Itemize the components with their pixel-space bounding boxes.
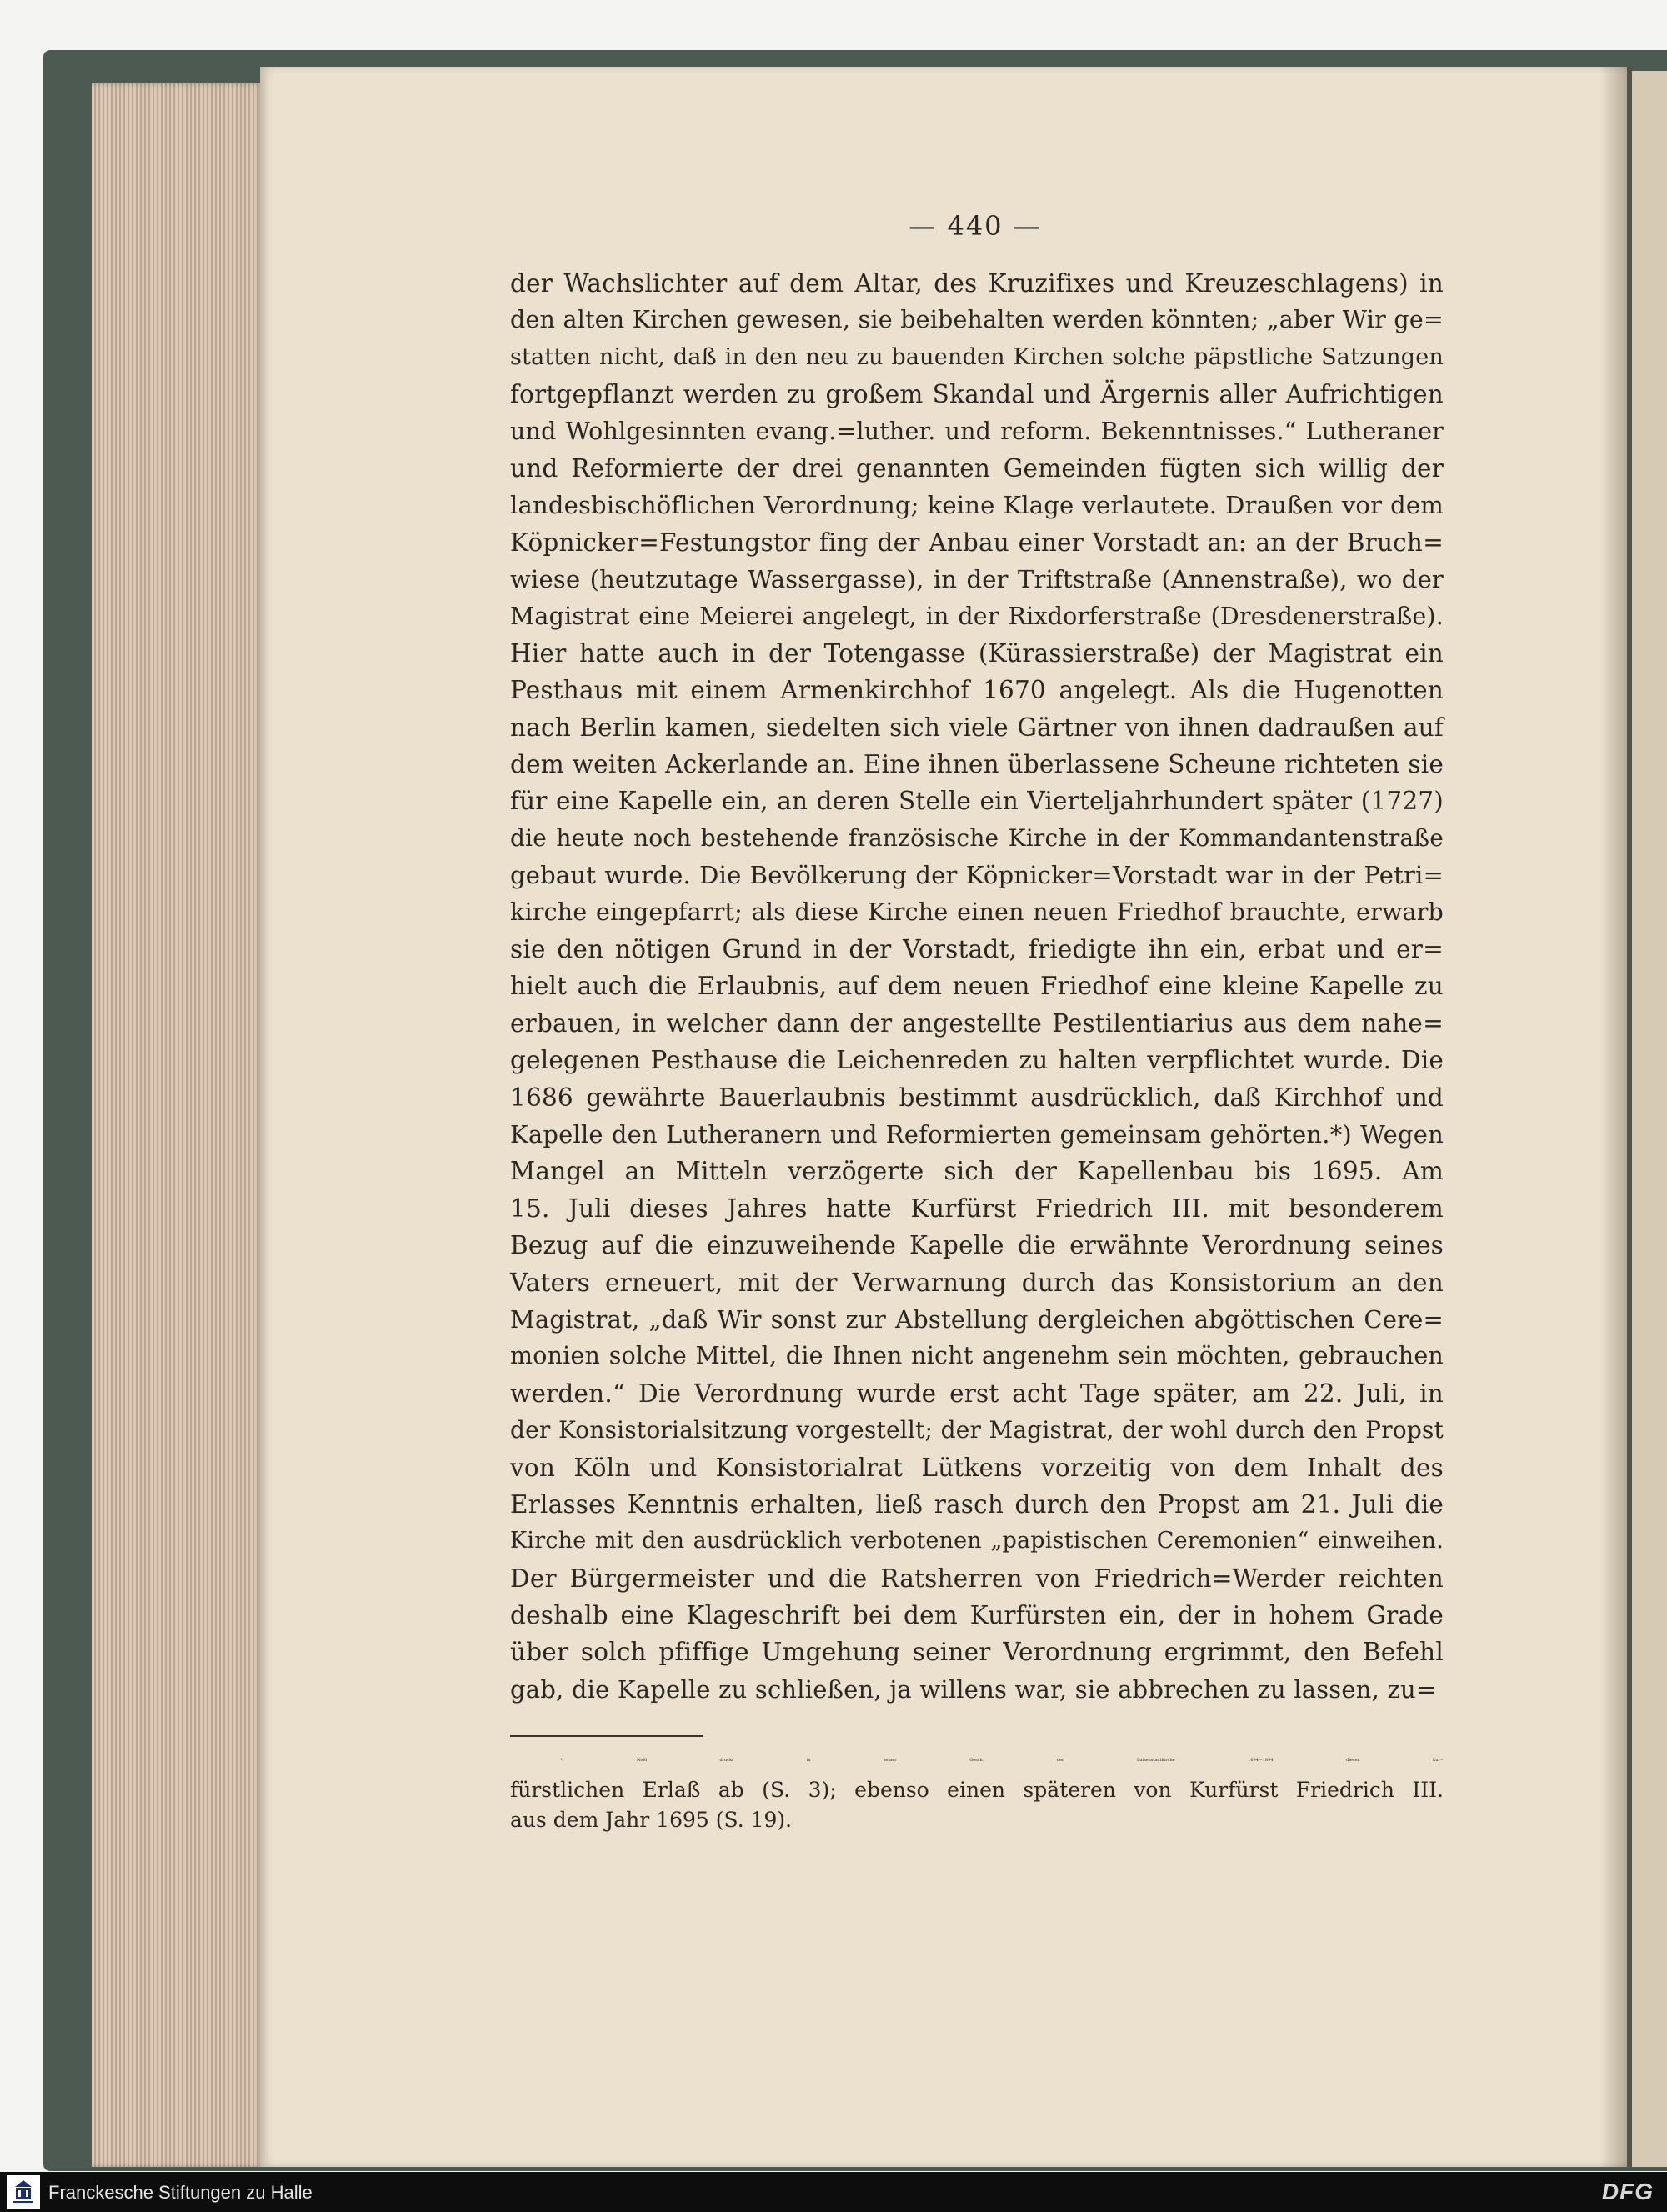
- footnote: [510, 1745, 1444, 1835]
- text-line: wiese (heutzutage Wassergasse), in der Triftstraße (Annenstraße), wo der: [510, 565, 1444, 594]
- page-number: — 440 —: [909, 210, 1042, 242]
- text-line: 15. Juli dieses Jahres hatte Kurfürst Friedrich III. mit besonderem: [510, 1194, 1444, 1223]
- text-line: Bezug auf die einzuweihende Kapelle die erwähnte Verordnung seines: [510, 1231, 1444, 1260]
- text-line: die heute noch bestehende französische Kirche in der Kommandantenstraße: [510, 823, 1444, 852]
- text-line: fortgepflanzt werden zu großem Skandal und Ärgernis aller Aufrichtigen: [510, 380, 1444, 409]
- text-line: Vaters erneuert, mit der Verwarnung durch das Konsistorium an den: [510, 1268, 1444, 1297]
- text-line: Magistrat, „daß Wir sonst zur Abstellung dergleichen abgöttischen Cere=: [510, 1304, 1444, 1334]
- text-line: den alten Kirchen gewesen, sie beibehalten werden könnten; „aber Wir ge=: [510, 306, 1444, 334]
- text-line: statten nicht, daß in den neu zu bauenden Kirchen solche päpstliche Satzungen: [510, 343, 1444, 370]
- footnote-divider: [510, 1735, 703, 1737]
- text-line: gab, die Kapelle zu schließen, ja willens war, sie abbrechen zu lassen, zu=: [510, 1674, 1437, 1704]
- page-edges: [92, 83, 263, 2167]
- body-text: [510, 265, 1444, 1708]
- text-line: Köpnicker=Festungstor fing der Anbau einer Vorstadt an: an der Bruch=: [510, 528, 1444, 557]
- text-line: Der Bürgermeister und die Ratsherren von Friedrich=Werder reichten: [510, 1564, 1444, 1593]
- foundation-logo-icon: [7, 2175, 40, 2209]
- next-page-edge: [1632, 71, 1667, 2167]
- footnote-line: fürstlichen Erlaß ab (S. 3); ebenso einen späteren von Kurfürst Friedrich III.: [510, 1778, 1444, 1802]
- text-line: Kapelle den Lutheranern und Reformierten gemeinsam gehörten.*) Wegen: [510, 1119, 1444, 1149]
- text-line: monien solche Mittel, die Ihnen nicht angenehm sein möchten, gebrauchen: [510, 1342, 1444, 1370]
- text-line: der Wachslichter auf dem Altar, des Kruzifixes und Kreuzeschlagens) in: [510, 269, 1444, 298]
- text-line: gebaut wurde. Die Bevölkerung der Köpnicker=Vorstadt war in der Petri=: [510, 861, 1444, 890]
- text-line: sie den nötigen Grund in der Vorstadt, friedigte ihn ein, erbat und er=: [510, 935, 1444, 964]
- text-line: für eine Kapelle ein, an deren Stelle ein Vierteljahrhundert später (1727): [510, 787, 1444, 816]
- text-line: Kirche mit den ausdrücklich verbotenen „papistischen Ceremonien“ einweihen.: [510, 1528, 1444, 1554]
- text-line: kirche eingepfarrt; als diese Kirche einen neuen Friedhof brauchte, erwarb: [510, 898, 1444, 926]
- institution-label: Franckesche Stiftungen zu Halle: [48, 2182, 313, 2203]
- text-line: Hier hatte auch in der Totengasse (Kürassierstraße) der Magistrat ein: [510, 638, 1444, 668]
- text-line: und Reformierte der drei genannten Gemeinden fügten sich willig der: [510, 453, 1444, 483]
- text-line: Mangel an Mitteln verzögerte sich der Kapellenbau bis 1695. Am: [510, 1157, 1444, 1186]
- footnote-line: *) Noël druckt in seiner Gesch. der Luisenstadtkirche 1694—1894 diesen kur=: [560, 1758, 1444, 1763]
- text-line: Magistrat eine Meierei angelegt, in der Rixdorferstraße (Dresdenerstraße).: [510, 602, 1444, 630]
- text-line: und Wohlgesinnten evang.=luther. und reform. Bekenntnisses.“ Lutheraner: [510, 417, 1444, 445]
- text-line: der Konsistorialsitzung vorgestellt; der Magistrat, der wohl durch den Propst: [510, 1416, 1444, 1444]
- text-line: hielt auch die Erlaubnis, auf dem neuen Friedhof eine kleine Kapelle zu: [510, 972, 1444, 1001]
- text-line: gelegenen Pesthause die Leichenreden zu halten verpflichtet wurde. Die: [510, 1046, 1444, 1075]
- dfg-logo: DFG: [1601, 2179, 1654, 2204]
- text-line: 1686 gewährte Bauerlaubnis bestimmt ausdrücklich, daß Kirchhof und: [510, 1083, 1444, 1112]
- text-line: über solch pfiffige Umgehung seiner Verordnung ergrimmt, den Befehl: [510, 1638, 1444, 1667]
- text-line: nach Berlin kamen, siedelten sich viele Gärtner von ihnen dadraußen auf: [510, 713, 1444, 742]
- text-line: von Köln und Konsistorialrat Lütkens vorzeitig von dem Inhalt des: [510, 1453, 1444, 1482]
- text-line: werden.“ Die Verordnung wurde erst acht Tage später, am 22. Juli, in: [510, 1379, 1444, 1408]
- text-line: deshalb eine Klageschrift bei dem Kurfürsten ein, der in hohem Grade: [510, 1601, 1444, 1630]
- text-line: landesbischöflichen Verordnung; keine Klage verlautete. Draußen vor dem: [510, 491, 1444, 520]
- footer-bar: [0, 2172, 1667, 2212]
- text-line: Pesthaus mit einem Armenkirchhof 1670 angelegt. Als die Hugenotten: [510, 676, 1444, 705]
- text-line: dem weiten Ackerlande an. Eine ihnen überlassene Scheune richteten sie: [510, 750, 1444, 779]
- text-line: Erlasses Kenntnis erhalten, ließ rasch durch den Propst am 21. Juli die: [510, 1489, 1444, 1519]
- gutter-shadow: [1600, 67, 1634, 2167]
- footnote-line: aus dem Jahr 1695 (S. 19).: [510, 1808, 793, 1832]
- text-line: erbauen, in welcher dann der angestellte Pestilentiarius aus dem nahe=: [510, 1008, 1444, 1038]
